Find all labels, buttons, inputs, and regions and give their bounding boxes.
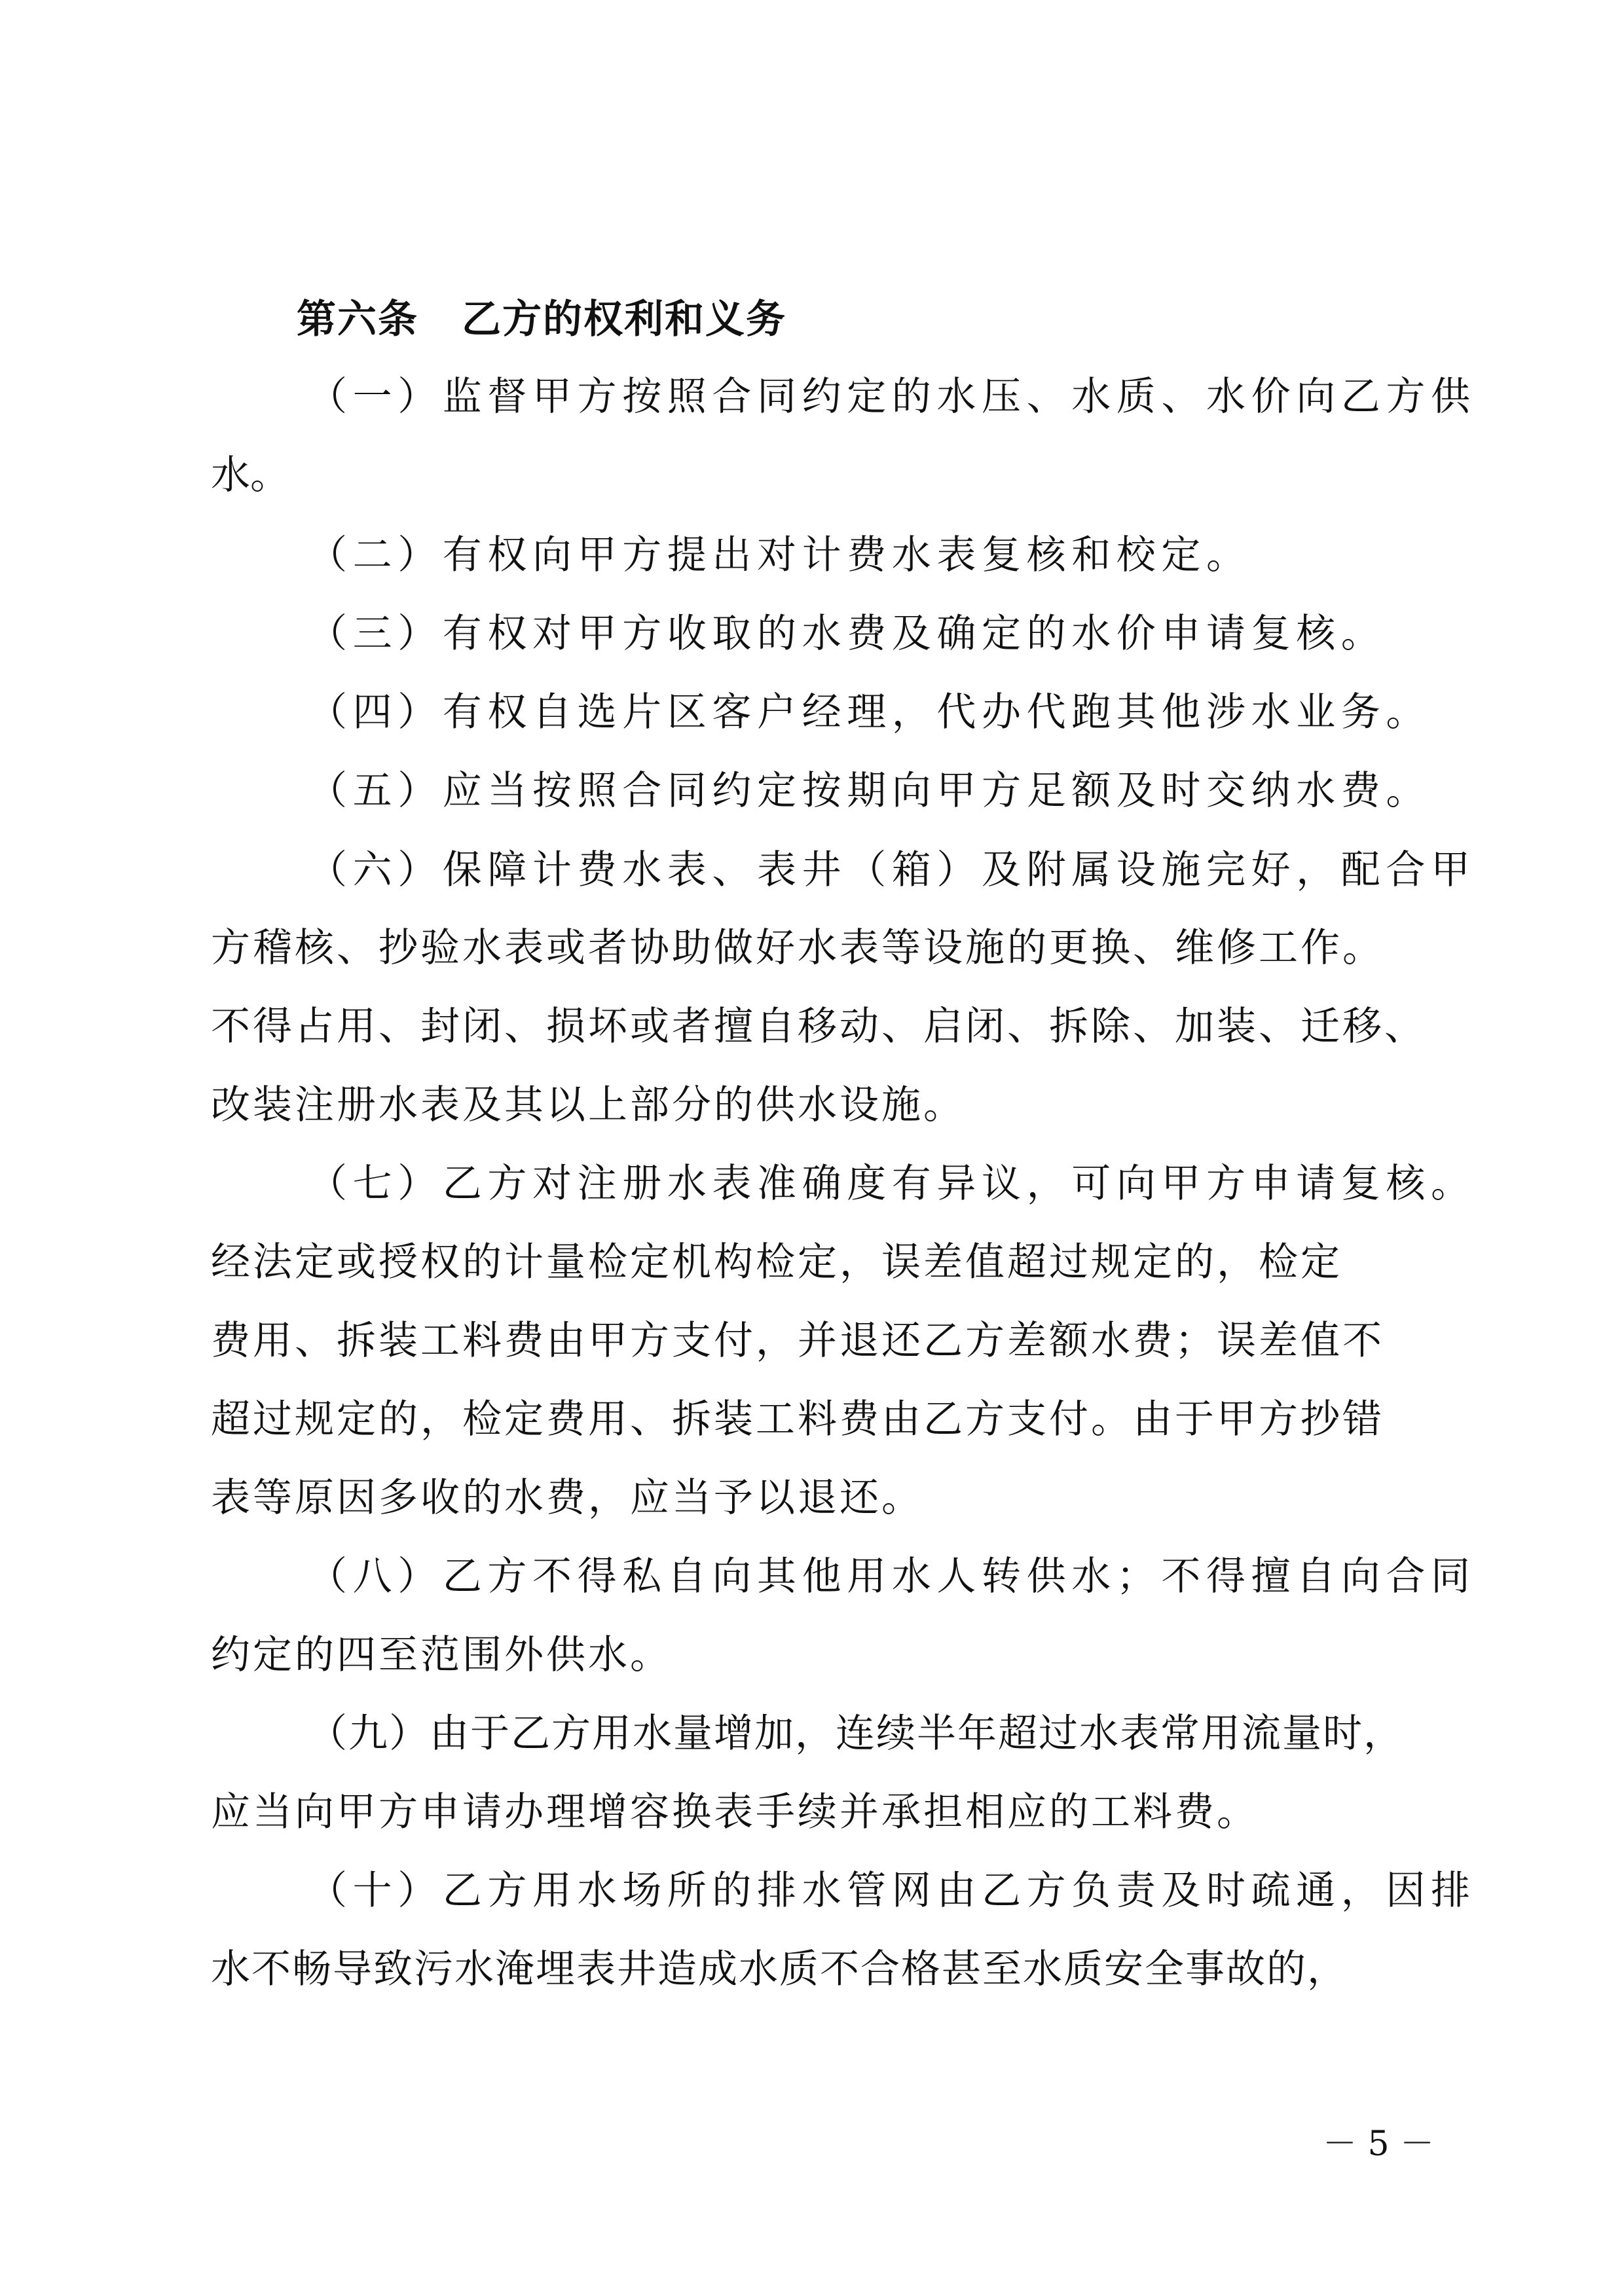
clause-6-line-4: 改装注册水表及其以上部分的供水设施。 xyxy=(211,1082,965,1128)
clause-10-line-2: 水不畅导致污水淹埋表井造成水质不合格甚至水质安全事故的， xyxy=(211,1946,1348,1992)
article-title: 乙方的权利和义务 xyxy=(462,297,786,342)
clause-1-line-1: （一）监督甲方按照合同约定的水压、水质、水价向乙方供 xyxy=(308,374,1476,420)
clause-6-line-3: 不得占用、封闭、损坏或者擅自移动、启闭、拆除、加装、迁移、 xyxy=(211,1004,1426,1049)
clause-9-line-1: （九）由于乙方用水量增加，连续半年超过水表常用流量时， xyxy=(308,1711,1404,1757)
clause-9-line-2: 应当向甲方申请办理增容换表手续并承担相应的工料费。 xyxy=(211,1789,1259,1835)
clause-1-line-2: 水。 xyxy=(211,452,289,498)
clause-10-line-1: （十）乙方用水场所的排水管网由乙方负责及时疏通，因排 xyxy=(308,1868,1476,1914)
clause-8-line-2: 约定的四至范围外供水。 xyxy=(211,1632,672,1678)
clause-4-line: （四）有权自选片区客户经理，代办代跑其他涉水业务。 xyxy=(308,689,1431,735)
article-number: 第六条 xyxy=(297,297,418,342)
page-number: － 5 － xyxy=(1323,2124,1435,2164)
clause-7-line-2: 经法定或授权的计量检定机构检定，误差值超过规定的，检定 xyxy=(211,1239,1342,1285)
clause-5-line: （五）应当按照合同约定按期向甲方足额及时交纳水费。 xyxy=(308,768,1431,814)
clause-6-line-1: （六）保障计费水表、表井（箱）及附属设施完好，配合甲 xyxy=(308,847,1476,893)
clause-7-line-5: 表等原因多收的水费，应当予以退还。 xyxy=(211,1475,923,1521)
clause-3-line: （三）有权对甲方收取的水费及确定的水价申请复核。 xyxy=(308,611,1386,657)
clause-7-line-4: 超过规定的，检定费用、拆装工料费由乙方支付。由于甲方抄错 xyxy=(211,1396,1384,1442)
clause-6-line-2: 方稽核、抄验水表或者协助做好水表等设施的更换、维修工作。 xyxy=(211,925,1384,971)
clause-7-line-1: （七）乙方对注册水表准确度有异议，可向甲方申请复核。 xyxy=(308,1161,1476,1207)
clause-8-line-1: （八）乙方不得私自向其他用水人转供水；不得擅自向合同 xyxy=(308,1554,1476,1599)
clause-2-line: （二）有权向甲方提出对计费水表复核和校定。 xyxy=(308,532,1251,578)
clause-7-line-3: 费用、拆装工料费由甲方支付，并退还乙方差额水费；误差值不 xyxy=(211,1318,1384,1364)
article-heading xyxy=(297,287,786,352)
